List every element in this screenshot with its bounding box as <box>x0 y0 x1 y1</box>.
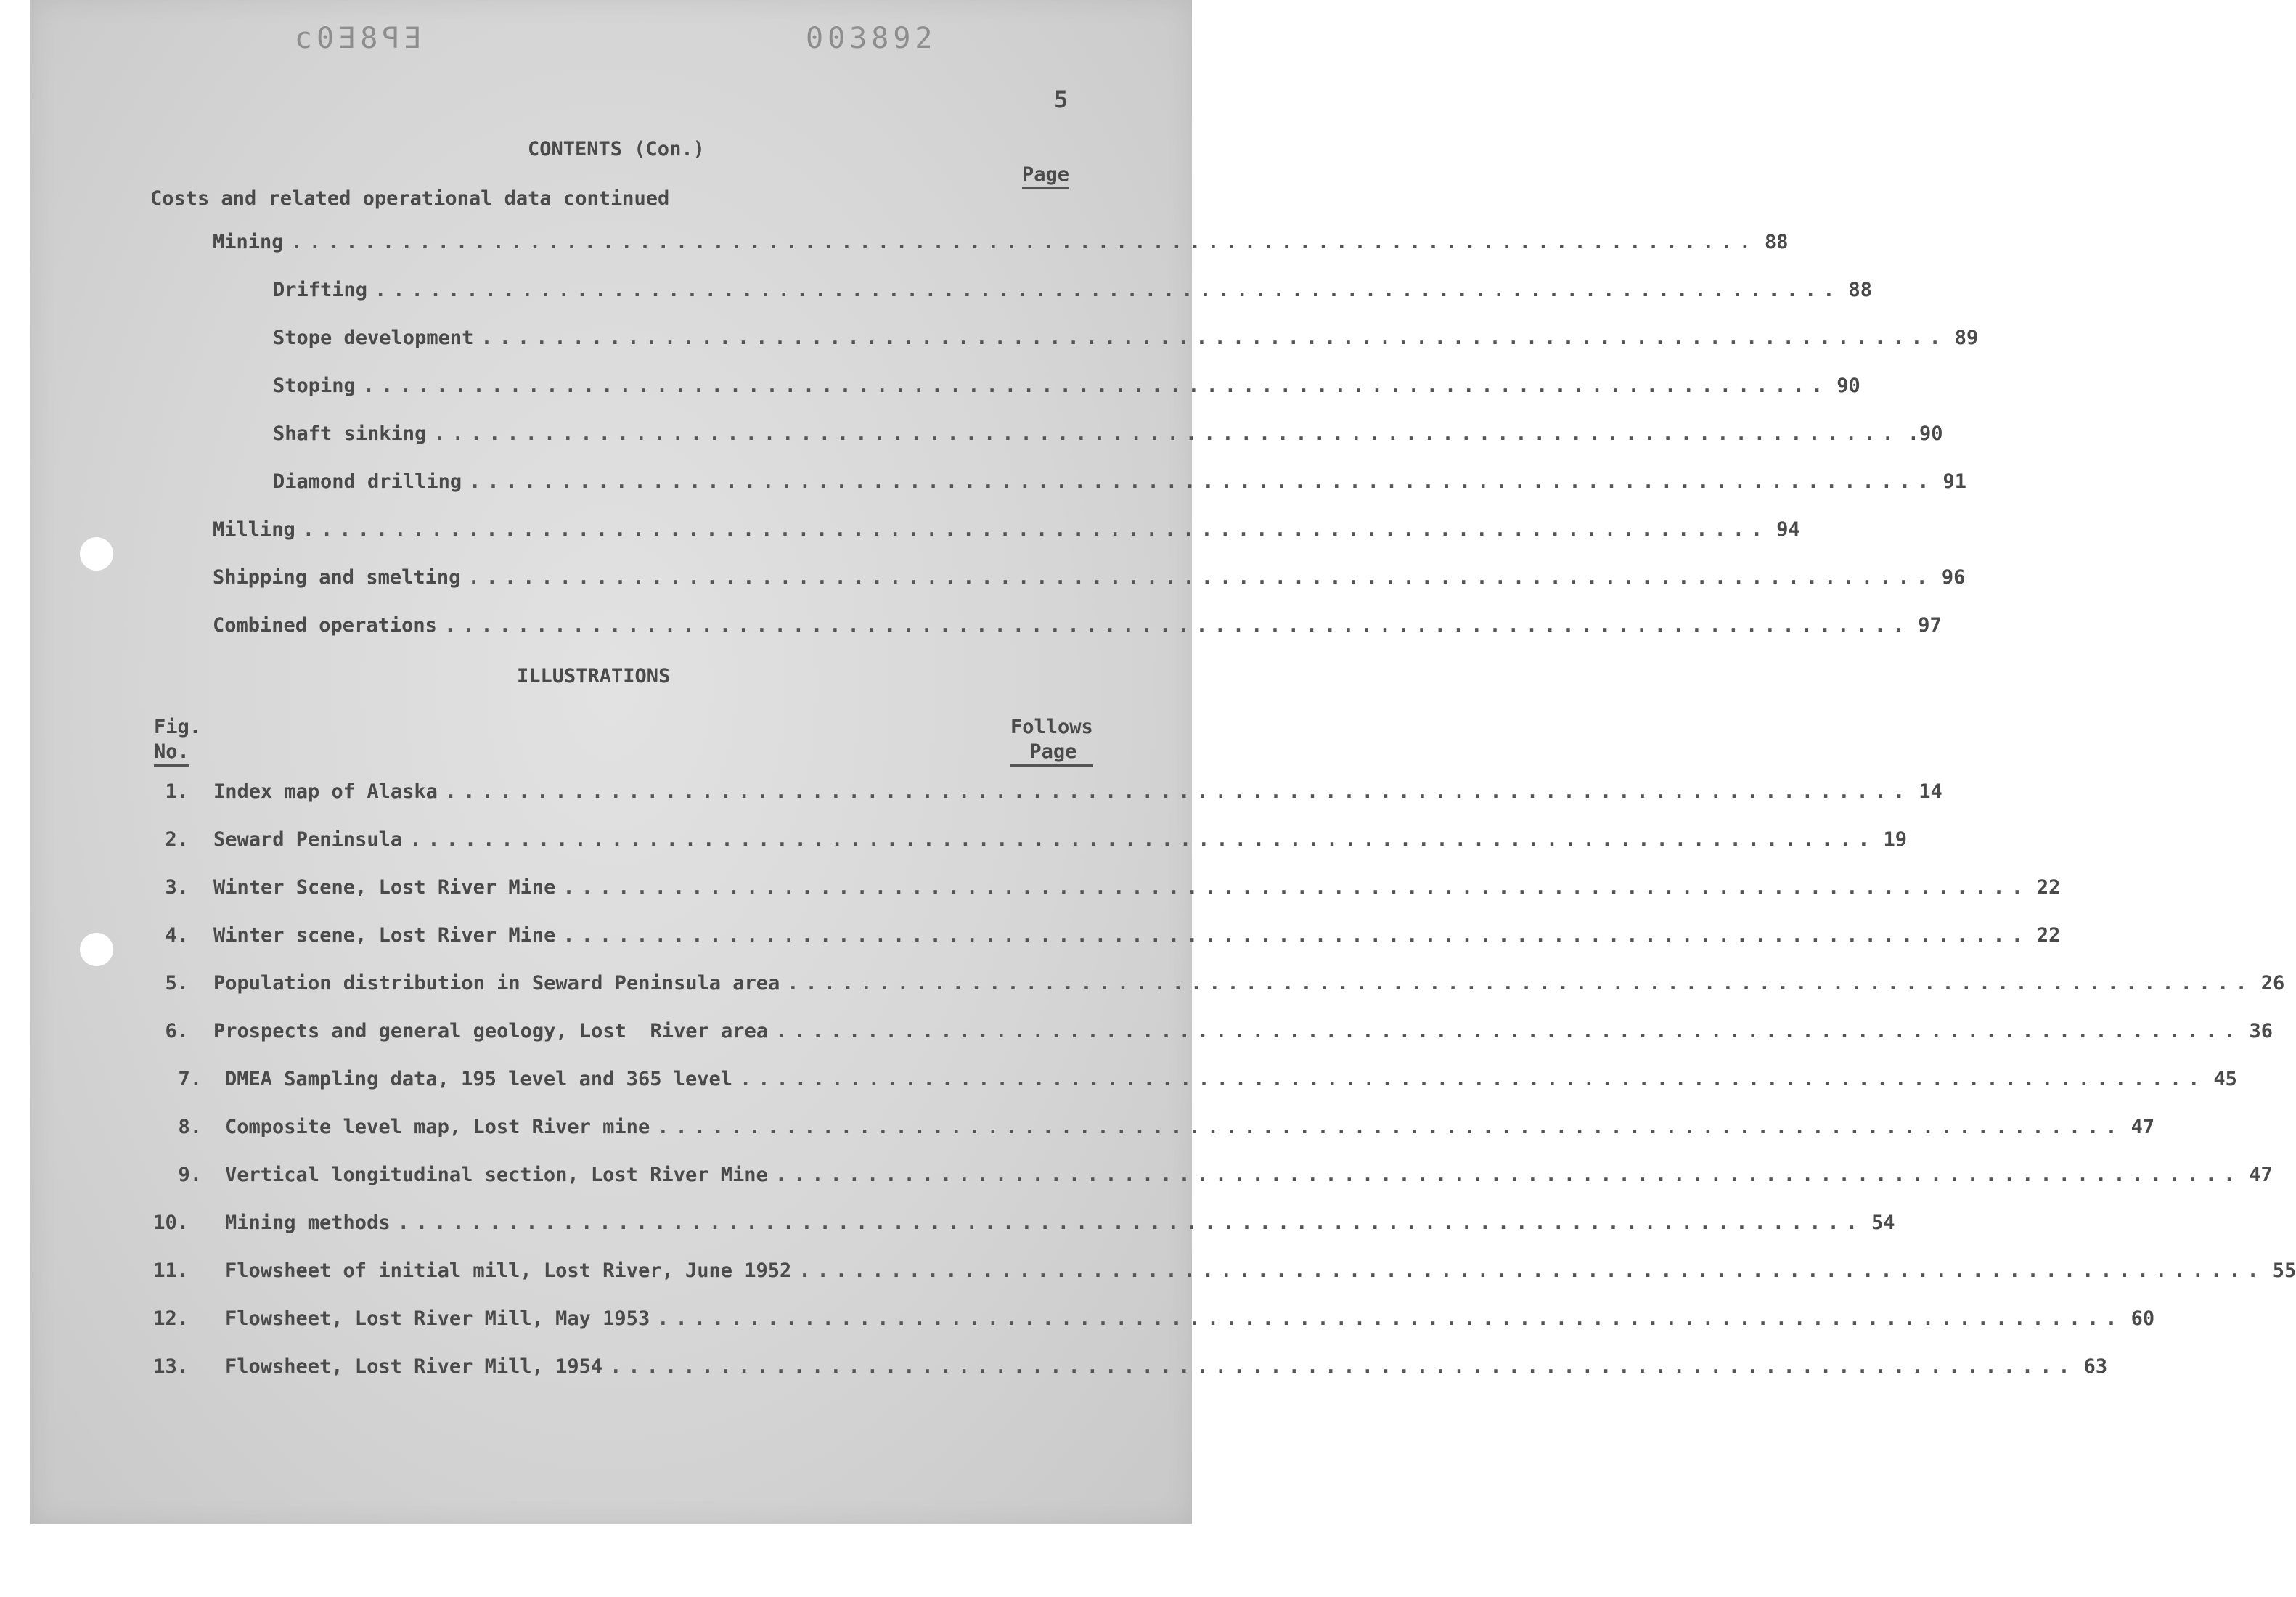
dot-leader: ................................................................................ <box>739 1068 2207 1090</box>
illustration-entry <box>213 924 2061 953</box>
figure-number: 5. <box>165 972 189 994</box>
illustration-entry-label: Mining methods <box>225 1212 391 1234</box>
page-number: 5 <box>1054 86 1069 113</box>
punch-hole <box>80 537 113 571</box>
dot-leader: ................................................................................ <box>302 518 1770 541</box>
illustration-entry <box>225 1212 1895 1241</box>
illustration-entry <box>213 780 1942 809</box>
contents-entry-page: 91 <box>1942 470 1967 493</box>
figure-number: 13. <box>153 1355 189 1378</box>
contents-entry-label: Shaft sinking <box>273 422 427 445</box>
contents-entry-label: Mining <box>213 231 284 253</box>
illustration-entry-label: Vertical longitudinal section, Lost River Mine <box>225 1164 768 1186</box>
section-title: Costs and related operational data continued <box>150 187 670 210</box>
dot-leader: ................................................................................ <box>362 375 1830 397</box>
figure-number: 8. <box>178 1116 202 1138</box>
illustration-entry-page: 26 <box>2260 972 2285 994</box>
dot-leader: ................................................................................ <box>433 422 1900 445</box>
illustration-entry-label: DMEA Sampling data, 195 level and 365 level <box>225 1068 732 1090</box>
contents-entry-page: 97 <box>1918 614 1942 637</box>
dot-leader: ................................................................................ <box>563 876 2030 899</box>
illustration-entry-page: 60 <box>2130 1307 2155 1330</box>
contents-entry <box>273 470 1967 499</box>
figure-number: 7. <box>178 1068 202 1090</box>
dot-leader: ................................................................................ <box>563 924 2030 947</box>
illustration-entry <box>213 876 2061 905</box>
contents-entry-page: 88 <box>1848 279 1872 301</box>
page-column-header: Page <box>1022 163 1069 189</box>
illustration-entry-page: 36 <box>2249 1020 2273 1042</box>
follows-page-header <box>1010 715 1093 767</box>
figure-number: 12. <box>153 1307 189 1330</box>
contents-entry-label: Stope development <box>273 327 474 349</box>
dot-leader: ................................................................................ <box>375 279 1842 301</box>
contents-entry-label: Shipping and smelting <box>213 566 461 589</box>
archive-stamp-left: EP8E0ɔ <box>290 22 422 55</box>
illustration-entry-page: 45 <box>2213 1068 2237 1090</box>
illustration-entry-label: Composite level map, Lost River mine <box>225 1116 650 1138</box>
illustration-entry-page: 54 <box>1871 1212 1895 1234</box>
contents-entry-page: 89 <box>1954 327 1979 349</box>
dot-leader: ................................................................................ <box>657 1116 2124 1138</box>
fig-header-line1: Fig. <box>154 716 202 738</box>
contents-entry-page: 90 <box>1837 375 1860 397</box>
follows-header-line1: Follows <box>1010 716 1093 738</box>
illustration-entry-page: 22 <box>2036 924 2061 947</box>
illustration-entry-label: Seward Peninsula <box>213 828 403 851</box>
figure-number: 9. <box>178 1164 202 1186</box>
contents-entry <box>213 614 1942 643</box>
figure-number: 3. <box>165 876 189 899</box>
dot-leader: ................................................................................ <box>798 1259 2266 1282</box>
illustration-entry <box>225 1116 2155 1145</box>
contents-entry-label: Diamond drilling <box>273 470 462 493</box>
figure-number: 1. <box>165 780 189 803</box>
dot-leader: ................................................................................ <box>775 1020 2242 1042</box>
contents-entry <box>213 566 1966 595</box>
punch-hole <box>80 933 113 966</box>
illustration-entry-page: 22 <box>2036 876 2061 899</box>
follows-header-line2: Page <box>1010 740 1093 767</box>
dot-leader: ................................................................................ <box>290 231 1757 253</box>
contents-entry-label: Combined operations <box>213 614 437 637</box>
dot-leader: ................................................................................ <box>409 828 1876 851</box>
illustration-entry-page: 47 <box>2249 1164 2273 1186</box>
illustration-entry <box>225 1068 2237 1097</box>
illustration-entry <box>225 1164 2273 1193</box>
dot-leader: ................................................................................ <box>444 780 1912 803</box>
archive-stamp-right: 003892 <box>806 22 937 55</box>
figure-number: 10. <box>153 1212 189 1234</box>
illustration-entry-page: 14 <box>1919 780 1942 803</box>
fig-header-line2: No. <box>154 740 189 767</box>
fig-no-header <box>154 715 201 767</box>
illustration-entry-label: Index map of Alaska <box>213 780 438 803</box>
contents-entry <box>213 231 1789 260</box>
illustration-entry <box>213 972 2285 1001</box>
dot-leader: ................................................................................ <box>469 470 1936 493</box>
illustration-entry <box>225 1259 2296 1288</box>
illustration-entry <box>213 828 1908 857</box>
contents-entry <box>273 327 1979 356</box>
figure-number: 11. <box>153 1259 189 1282</box>
dot-leader: ................................................................................ <box>610 1355 2077 1378</box>
contents-entry <box>273 279 1872 308</box>
illustration-entry-page: 47 <box>2130 1116 2155 1138</box>
dot-leader: ................................................................................ <box>444 614 1911 637</box>
illustration-entry-label: Flowsheet, Lost River Mill, 1954 <box>225 1355 603 1378</box>
dot-leader: ................................................................................ <box>467 566 1935 589</box>
contents-entry-label: Drifting <box>273 279 368 301</box>
illustration-entry <box>225 1355 2108 1384</box>
illustration-entry-label: Prospects and general geology, Lost River area <box>213 1020 769 1042</box>
contents-title: CONTENTS (Con.) <box>528 138 705 160</box>
figure-number: 4. <box>165 924 189 947</box>
contents-entry-page: .90 <box>1907 422 1943 445</box>
contents-entry-page: 88 <box>1764 231 1789 253</box>
dot-leader: ................................................................................ <box>481 327 1948 349</box>
dot-leader: ................................................................................ <box>657 1307 2124 1330</box>
illustrations-title: ILLUSTRATIONS <box>517 665 671 687</box>
dot-leader: ................................................................................ <box>397 1212 1865 1234</box>
contents-entry-label: Milling <box>213 518 295 541</box>
illustration-entry-page: 63 <box>2083 1355 2108 1378</box>
illustration-entry-label: Flowsheet of initial mill, Lost River, June 1952 <box>225 1259 792 1282</box>
dot-leader: ................................................................................ <box>775 1164 2242 1186</box>
illustration-entry-label: Flowsheet, Lost River Mill, May 1953 <box>225 1307 650 1330</box>
contents-entry <box>273 422 1943 452</box>
figure-number: 6. <box>165 1020 189 1042</box>
illustration-entry-label: Winter scene, Lost River Mine <box>213 924 556 947</box>
illustration-entry-page: 19 <box>1883 828 1908 851</box>
figure-number: 2. <box>165 828 189 851</box>
contents-entry <box>273 375 1860 404</box>
contents-entry-label: Stoping <box>273 375 356 397</box>
illustration-entry <box>225 1307 2155 1336</box>
dot-leader: ................................................................................ <box>787 972 2254 994</box>
illustration-entry <box>213 1020 2273 1049</box>
contents-entry-page: 96 <box>1941 566 1966 589</box>
illustration-entry-page: 55 <box>2272 1259 2296 1282</box>
contents-entry-page: 94 <box>1776 518 1800 541</box>
contents-entry <box>213 518 1800 547</box>
illustration-entry-label: Population distribution in Seward Peninsula area <box>213 972 780 994</box>
illustration-entry-label: Winter Scene, Lost River Mine <box>213 876 556 899</box>
